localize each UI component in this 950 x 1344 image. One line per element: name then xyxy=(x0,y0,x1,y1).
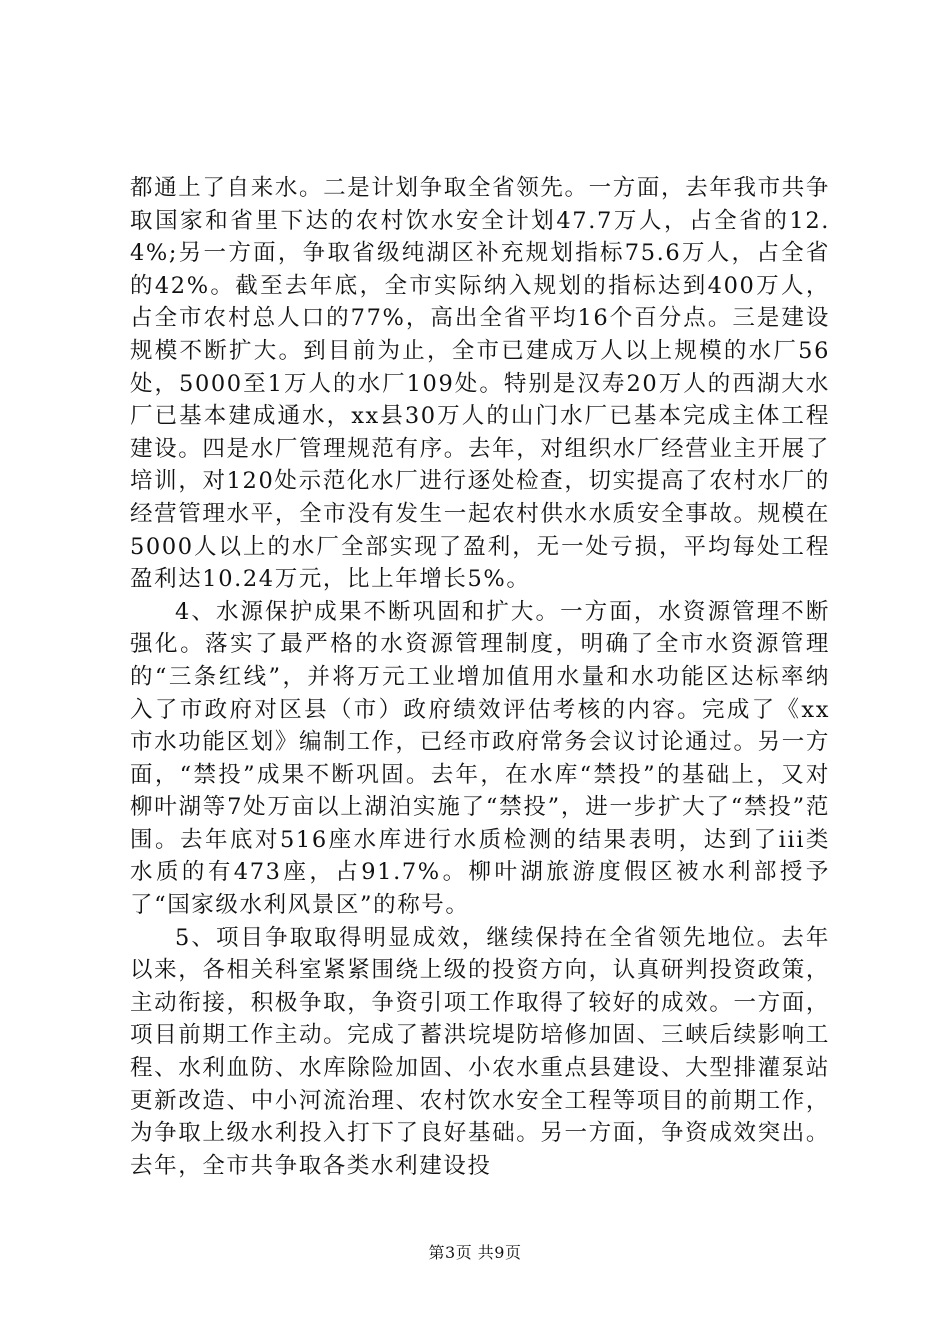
paragraph-water-source-protection: 4、水源保护成果不断巩固和扩大。一方面，水资源管理不断强化。落实了最严格的水资源管理制度，明确了全市水资源管理的“三条红线”，并将万元工业增加值用水量和水功能区达标率纳入了市政府对区县（市）政府绩效评估考核的内容。完成了《xx市水功能区划》编制工作，已经市政府常务会议讨论通过。另一方面，“禁投”成果不断巩固。去年，在水库“禁投”的基础上，又对柳叶湖等7处万亩以上湖泊实施了“禁投”，进一步扩大了“禁投”范围。去年底对516座水库进行水质检测的结果表明，达到了iii类水质的有473座，占91.7%。柳叶湖旅游度假区被水利部授予了“国家级水利风景区”的称号。 xyxy=(130,598,830,919)
paragraph-project-funding: 5、项目争取取得明显成效，继续保持在全省领先地位。去年以来，各相关科室紧紧围绕上级的投资方向，认真研判投资政策，主动衔接，积极争取，争资引项工作取得了较好的成效。一方面，项目前期工作主动。完成了蓄洪垸堤防培修加固、三峡后续影响工程、水利血防、水库除险加固、小农水重点县建设、大型排灌泵站更新改造、中小河流治理、农村饮水安全工程等项目的前期工作，为争取上级水利投入打下了良好基础。另一方面，争资成效突出。去年，全市共争取各类水利建设投 xyxy=(130,924,830,1179)
page-number-footer: 第3页 共9页 xyxy=(428,1243,522,1262)
paragraph-water-supply: 都通上了自来水。二是计划争取全省领先。一方面，去年我市共争取国家和省里下达的农村饮水安全计划47.7万人，占全省的12.4%;另一方面，争取省级纯湖区补充规划指标75.6万人，占全省的42%。截至去年底，全市实际纳入规划的指标达到400万人，占全市农村总人口的77%，高出全省平均16个百分点。三是建设规模不断扩大。到目前为止，全市已建成万人以上规模的水厂56处，5000至1万人的水厂109处。特别是汉寿20万人的西湖大水厂已基本建成通水，xx县30万人的山门水厂已基本完成主体工程建设。四是水厂管理规范有序。去年，对组织水厂经营业主开展了培训，对120处示范化水厂进行逐处检查，切实提高了农村水厂的经营管理水平，全市没有发生一起农村供水水质安全事故。规模在5000人以上的水厂全部实现了盈利，无一处亏损，平均每处工程盈利达10.24万元，比上年增长5%。 xyxy=(130,175,830,593)
body-text xyxy=(130,172,830,1182)
